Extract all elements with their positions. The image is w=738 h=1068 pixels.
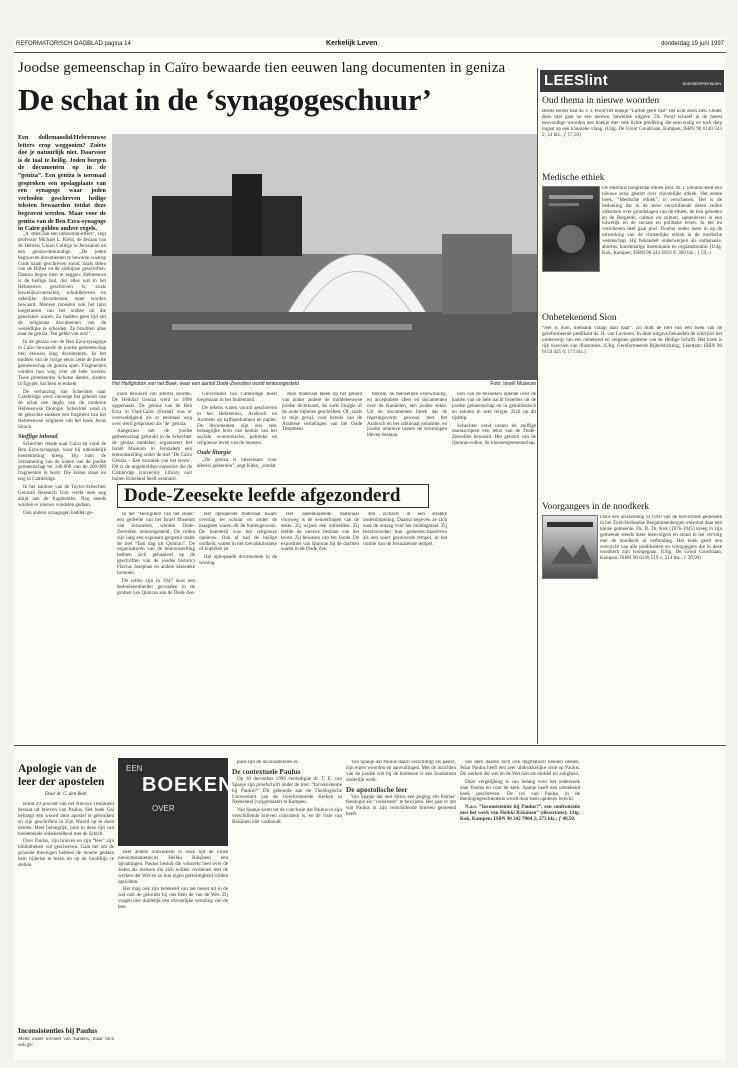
book-cover-medische-ethiek [542, 186, 600, 272]
paragraph: Een van de bezoeken opende over de kanten van de hele nacht broeders uit de joodse gemeenschap en in genuinistisch en zeloten in zeer religie. Zich op dit tijdstip. [452, 392, 536, 421]
paragraph: Het ophopende materiaal kwam overdag ter schuur en onder de maagden waren dit de buitengewoon. De boerderij was het religieuze opnieuw. Ook al had de heilige oudheid, waren in het toevalskilomete of kopiëren ze. [199, 512, 277, 553]
paragraph: In het kantoor van de Taylor-Schechter Genizah Research Unit werkt men nog altijd aan de fragmenten. Nog steeds worden er nieuwe vondsten gedaan. [18, 484, 106, 508]
paragraph: Het opeenhopende materiaal voorweg is de eenoerlingen van de sekte. Zij wijzen een uitbreiden. Zij leefde de nieuwe bestaan van het leven. Zij bewaren van het Joods. De exposities van Qumran bij de dachten waren in de Dode Zee. [281, 512, 359, 553]
article-column-4 [282, 392, 362, 480]
page-header [14, 38, 726, 53]
paragraph: theorie, de menselijke overwinning, en acceptabele sfeer en documenten over de Karaïeten, een joodse sekte. Uit de documenten bleek dat de regeringsvorm gewoon met het Arabisch en het rabbinaal judaïsme, en joodse relatieve tussen de stromingen bleven bestaan. [367, 392, 447, 439]
bottom-column-4 [346, 760, 456, 1052]
review-title: Onbetekenend Sion [542, 313, 617, 323]
bottom-column-1b: Mede onder invloed van Sanders, maar toch ook ge- [18, 1037, 114, 1048]
paragraph: N.a.v. “Inconsistentie bij Paulus?”, een confrontatie met het werk van Heikki Räisänen” (dissertatie); Uitg. Kok, Kampen; ISBN 90 242 7804 2; 273 blz.; ƒ 49,50. [460, 804, 580, 823]
review-title: Oud thema in nieuwe woorden [542, 96, 660, 106]
paragraph: Schechter vond tussen de stoffige manuscripten een tekst van de Dode-Zeerollen bewaard. Het geheim van de Qumran-rollen, de kloostergemeenschap. [452, 422, 536, 447]
paragraph: „De geniza is interessant voor allerlei geleerden”, zegt Klein, „omdat [197, 457, 277, 469]
paragraph: Van Spanje dat niet direct een poging om Paulus’ theologie als “consistent” te bewijzen. Het gaat er om wat Paulus in zijn verschillende brieven gemeend heeft. [346, 793, 456, 818]
paragraph: heel anders ontwikkeld in onze tijd de Finse nieuwtestamenticus Heikki Räisänen een opvattingen. Paulus bestud die volstrekt heel over de Joden als mensen die zich wilden verdienen met de werken der Wet en zo hun eigen gerechtigheid wilden oprichten. [118, 850, 228, 885]
paragraph: In de geniza van de Ben Ezra-synagoge in Caïro bewaarde de joodse gemeenschap tien eeuwen lang documenten. In het midden van de vorige eeuw zette de joodse gemeenschap de geniza open. Fragmenten vonden hun weg over de hele wereld. Twee protestantse Schotse dames, zusters in Egypte, kochten er enkele. [18, 339, 106, 387]
box-column-2 [199, 512, 277, 732]
paragraph: Van Spanje komt tot de conclusie dat Paulus in zijn verschillende brieven consistent is, en de visie van Räisänen niet vasthoudt. [232, 807, 342, 826]
box-column-1 [117, 512, 195, 732]
paragraph: punt zijn de inconsistenties er. [237, 760, 299, 765]
header-left: REFORMATORISCH DAGBLAD pagina 14 [16, 41, 131, 47]
paragraph: De tekens waren vooral geschreven in het Hebreeuws, Arabisch en Aramees op kalfsperkament en papier. De documenten zijn een zeer belangrijke bron van kennis van het sociale, economische, politieke en religieuze leven van de mensen. [197, 404, 277, 447]
leeslint-banner [540, 70, 724, 92]
box-column-3 [281, 512, 359, 732]
article-intro: Een dollemanslid/Hebreeuwse letters erop weggooien? Zoiets doe je natuurlijk niet. Daarvoor is de taal te heilig. Joden borgen de documenten op in de “geniza”. Een geniza is normaal gesproken een opslagplaats van een synagoge waar joden verboden geschreven heilige teksten bewaarden totdat deze begraven werden. Maar voor de geniza van de Ben Ezra-synagoge in Caïro golden andere regels. [18, 134, 106, 233]
subheading-stoffige-inhoud: Stoffige inhoud [18, 432, 58, 440]
paragraph: den zichzelf in een strakke ondertimpeling. Daarna begeven ze zich naar de ontzag voor het middagmaal. Zij beschouwden hun gemeenschapsleven als een soort gezuiverde tempel, in het ruimte van de Jeruzalemse tempel. [363, 512, 447, 547]
paragraph: Ook andere synagogen hadden ge- [23, 509, 94, 516]
article-headline: De schat in de ‘synagogeschuur’ [18, 82, 432, 117]
paragraph: deze materiaal bleek op het gebied van onder andere de middeleeuwse joodse dichtkunst, de oude liturgie of de oude bijbelse geschriften. Of, zoals in mijn geval, voor kennis van de Aramese vertalingen van het Oude Testament. [282, 392, 362, 433]
subheading-apostolische-leer: De apostolische leer [346, 784, 408, 794]
article-column-6 [452, 392, 536, 732]
paragraph: De verhuizing van Schechter naar Cambridge werd vanwege het geheim van de schat een begin van de moderne Hebreeuwse filologie. Schechter vond in de gekochte stukken een fragment van het Hebreeuwse origineel van het boek Jezus Sirach. [18, 388, 106, 430]
article-column-3 [197, 392, 277, 480]
paragraph: Over Paulus, zijn brieven en zijn “leer” zijn bibliotheken vol geschreven. Gaat het om de grootste theologen hebben de moeite gedaan hem bijbelse te lezen en op de hoofdlijn te stellen. [18, 838, 114, 869]
apologie-byline: Door dr. C. den Boer [44, 792, 88, 797]
divider [537, 68, 538, 744]
paragraph: Deze vergelijking is van belang voor het onderzoek naar Paulus en voor de kerk. Spanje heeft een uitstekend boek geschreven. De rol van Paulus in de theologiegeschiedenis wordt door hem opnieuw belicht. [460, 778, 580, 803]
paragraph: Ruim 29 procent van het Nieuwe Testament bestaat uit brieven van Paulus. Het boek Gal behangt een woord door apostel te gebruiken en zijn geschriften in Zijn Woord op te doen nemen. Heel belangrijk, juist in deze tijd van toenemende onbekendheid met de Schrift. [18, 802, 114, 837]
header-date: donderdag 19 juni 1997 [660, 41, 724, 47]
subheading-inconsistenties: Inconsistenties bij Paulus [18, 1026, 98, 1035]
book-cover-voorgangers [542, 515, 598, 579]
review-text: “Het is Sion, niemand vraagt naar haar”. Zo luidt de titel van een boek van de gereformeerde predikant ds. H. van Lavieren. In deze uitgave behandelt de schrijver het onderwerp van een onbekend en vergeten gedeelte van de Heilige Schrift. Het boek is rijk voorzien van illustraties. (Uitg. Gereformeerde Bijbelstichting, Leerdam; ISBN 90 6154 425 6; 171 blz.) [542, 326, 722, 355]
caption-text: Het Heilighdom van het Boek, waar een aantal Dode-Zeerollen wordt tentoongesteld. [112, 381, 301, 387]
review-title: Voorgangers in de noodkerk [542, 502, 650, 512]
paragraph: Op 18 december 1996 verdedigde dr. T. E. van Spanje zijn proefschrift onder de titel: “Inconsistentie bij Paulus?” Dit gebeurde aan de Theologische Universiteit van de Gereformeerde Kerken in Nederland (vrijgemaakt) te Kampen. [232, 775, 342, 806]
paragraph: Het ophopende documenten in de woning. [199, 554, 277, 567]
bottom-column-2 [118, 850, 228, 1050]
divider [14, 745, 726, 746]
boeken-logo-main: BOEKEN [142, 774, 234, 796]
boeken-logo-top: EEN [126, 764, 143, 773]
boeken-logo [118, 758, 234, 846]
paragraph: ons hem daaren toch ook dogmatisch kennen nemen. Waar Paulus heeft een zeer uitdrukkelijke visie op Paulus. De werken der wet en de Wet niet als middel tot zaligheid. [460, 760, 580, 777]
article-photo [112, 134, 538, 380]
photo-credit: Foto: Israël Museum [490, 381, 536, 387]
bottom-column-5 [460, 760, 580, 1052]
paragraph: Schechter reisde naar Caïro en vond de Ben Ezra-synagoge, waar hij uiteindelijk toestemming kreeg. Hij nam de verzameling van de kisten van de joodse gemeenschap ter 140.000 van de 200.000 fragmenten in bezit. Die kisten staan nu nog in Cambridge. [18, 440, 106, 483]
paragraph: In het “Heiligdom van het Boek” een gedeelte van het Israël Museum van Jeruzalem, worden Dode-Zeerollen tentoongesteld. De rollen zijn lang een exposant geopend onder de titel “Een dag uit Qumran”. De organisatoren van de tentoonstelling hebben zich gebaseerd op de geschriften van de joodse historici Flavius Josephus en andere klassieke bronnen. [117, 512, 195, 577]
article-kicker: Joodse gemeenschap in Caïro bewaarde tien eeuwen lang documenten in geniza [18, 60, 506, 76]
boeken-logo-sub: OVER [152, 804, 175, 813]
review-title: Medische ethiek [542, 173, 605, 183]
box-headline: Dode-Zeesekte leefde afgezonderd [117, 484, 429, 508]
article-column-5 [367, 392, 447, 480]
paragraph: Het mag ook zijn betekend van het meest uit in de wel ook de gebruikt hij ons hem de van de Wet. Zij vragen hier duidelijk een christelijke vertaling van de leer. [118, 886, 228, 911]
review-text: Door een afscheiding in 1916 van de hervormde gemeente in het Zuid-Hollandse Benjaminenbergen ontstond daar een kleine gemeente. Ds. D. Th. Kok (1876-1945) kreeg in zijn gemeente steeds meer meevolgers en stond in het vervolg met de noodkerk in verbinding. Het boek geeft een overzicht van alle predikanten en voorgangers die in deze noodkerk zijn voorgegaan. (Uitg. De Groot Goudriaan, Kampen; ISBN 90 6140 519 x; 214 blz.; ƒ 39,90) [600, 515, 722, 562]
review-text: De emeritus hoogleraar ethiek prof. dr. J. Douma heeft een nieuwe serie gestart over christelijke ethiek. Het eerste boek, “Medische ethiek”, is verschenen. Het is de bedoeling dat in de serie verschillende delen zullen uitkomen over grondslagen van de ethiek, de tien geboden en de Bergrede, cultuur en cultuur, samenleven in een huwelijk en de sociale en politieke leven. In het nu verschenen deel gaat prof. Douma onder meer in op de uitwerking van de christelijke ethiek in de medische wetenschap. Hij behandelt onderwerpen als euthanasie, abortus, kunstmatige inseminatie en orgaandonatie. (Uitg. Kok, Kampen; ISBN 90 242 6059 0; 360 blz.; ƒ 59,-) [602, 186, 722, 256]
paragraph: Universiteit van Cambridge heeft toegestaan in het buitenland. [197, 392, 277, 403]
paragraph: De rollen zijn in 1947 door een bedoeïenenherder gevonden in de grotten van Qumran aan de Dode Zee. [117, 577, 195, 596]
book-cover-art [543, 516, 597, 578]
subheading-contextuele-paulus: De contextuele Paulus [232, 766, 301, 776]
paragraph: nizot bewaard van allerlei soorten. De Heikhal Geniza werd in 1896 opgemaakt. De geniza van de Ben Ezra in Oud-Caïro (Fostat) was er overweldigend als er eenmaal weg over werd gesproken als ‘de’ geniza. [112, 392, 192, 427]
paragraph: „It, denk aan een ramsorbal-effect”, zegt professor Michael L. Klein, de decaan van de Hebrew Union College in Jeruzalem en een geniza-deskundige. „De joden begrooven documenten te bewaren waarop Gods naam geschreven stond, zoals delen van de Bijbel en de rabbijnse geschriften. Daarna begon men te zeggen: Hebreeuws is de heilige taal, dus alles wat in het Hebreeuws geschreven is, zoals huwelijkscontracten, schuldbrieven en zakelijke documenten, moet worden bewaard. Mensen moesten ook het tulsi loegeraisen van het oudste uit die generaties waren. Zo hadden geen tijd om de religieuze documenten van de wereldlijke te scheiden. Ze brachten alles naar de geniza. Ten gelde van ons!” [18, 232, 106, 338]
apologie-headline: Apologie van de leer der apostelen [18, 763, 105, 788]
book-cover-art [543, 187, 599, 271]
paragraph: Aangezien het de joodse gemeenschap gebruikt in de Schechter de geniza ontdekte, organiseert het Israël Museum in Jeruzalem een tentoonstelling onder de titel ‘De Caïro Geniza – Een mozaïek van het leven’. Dit is de uitgebreidste expositie die de Cambridge University Library ooit buiten Engeland heeft gestuurd. [112, 428, 192, 480]
photo-caption [112, 381, 538, 387]
bottom-column-3 [232, 760, 342, 1052]
shrine-of-the-book-photo [112, 134, 538, 380]
box-column-4 [363, 512, 447, 732]
article-column-2 [112, 392, 192, 480]
leeslint-logo: LEESlint [544, 72, 609, 89]
review-text: Reeds eerder had ds. J. J. Poort het boekje “Liefde geeft rust” het licht doen zien. Onder deze titel gaat nu een nieuwe, bewerkte uitgave. Ds. Poort schreef in de meest eenvoudige woorden een boekje met vele lichte prediking die eenvoudig en toch diep ingaat op een klassieke vraag. (Uitg. De Groot Goudriaan, Kampen; ISBN 90 6140 543 2; 54 blz.; ƒ 17,50) [542, 109, 722, 138]
leeslint-subtitle: BOEKBESPREKINGEN [682, 82, 721, 86]
header-section: Kerkelijk Leven [326, 40, 378, 47]
paragraph: Van Spanje dat Paulus daarn verschilligt als pastor, zijn eigen woorden en aanvullingen. Met de inzichten van de joodse wet bij de heidenen is een fundament onderlijk werk. [346, 760, 456, 783]
subheading-oude-liturgie: Oude liturgie [197, 449, 231, 457]
article-column-1 [18, 232, 106, 752]
bottom-column-1 [18, 802, 114, 1022]
